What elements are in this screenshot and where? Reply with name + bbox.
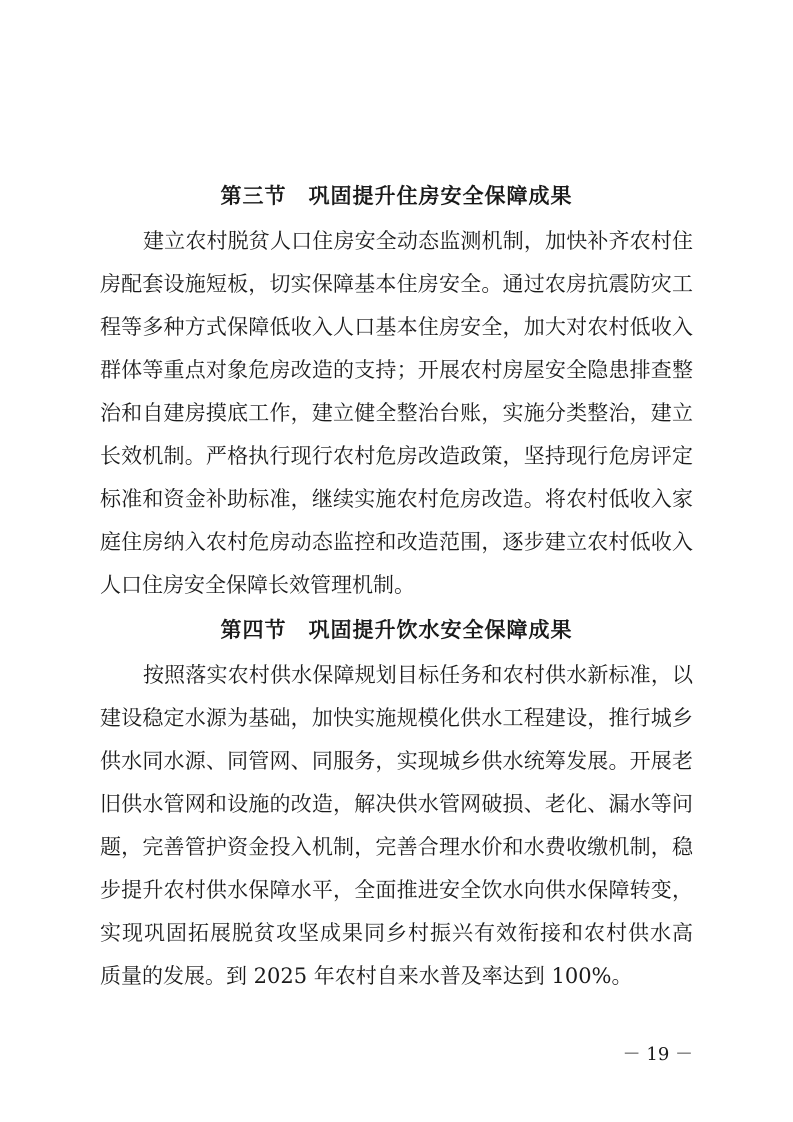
section-3-line-9: 人口住房安全保障长效管理机制。	[100, 573, 415, 597]
section-3-line-5: 治和自建房摸底工作，建立健全整治台账，实施分类整治，建立	[100, 401, 693, 425]
section-3-line-1: 建立农村脱贫人口住房安全动态监测机制，加快补齐农村住	[143, 229, 693, 253]
section-4-line-6: 步提升农村供水保障水平，全面推进安全饮水向供水保障转变，	[100, 878, 693, 902]
section-4-line-1: 按照落实农村供水保障规划目标任务和农村供水新标准，以	[143, 663, 693, 687]
section-4-line-3: 供水同水源、同管网、同服务，实现城乡供水统筹发展。开展老	[100, 749, 693, 773]
section-4-line-7: 实现巩固拓展脱贫攻坚成果同乡村振兴有效衔接和农村供水高	[100, 921, 693, 945]
section-3-line-7: 标准和资金补助标准，继续实施农村危房改造。将农村低收入家	[100, 487, 693, 511]
section-3-heading: 第三节 巩固提升住房安全保障成果	[220, 183, 573, 208]
section-4-line-2: 建设稳定水源为基础，加快实施规模化供水工程建设，推行城乡	[100, 706, 693, 730]
section-3-line-3: 程等多种方式保障低收入人口基本住房安全，加大对农村低收入	[100, 315, 693, 339]
section-3-line-2: 房配套设施短板，切实保障基本住房安全。通过农房抗震防灾工	[100, 272, 693, 296]
section-3-line-6: 长效机制。严格执行现行农村危房改造政策，坚持现行危房评定	[100, 444, 693, 468]
section-4-line-5: 题，完善管护资金投入机制，完善合理水价和水费收缴机制，稳	[100, 835, 693, 859]
section-3-line-4: 群体等重点对象危房改造的支持；开展农村房屋安全隐患排查整	[100, 358, 693, 382]
section-3-line-8: 庭住房纳入农村危房动态监控和改造范围，逐步建立农村低收入	[100, 530, 693, 554]
section-4-heading: 第四节 巩固提升饮水安全保障成果	[220, 617, 573, 642]
page-number: － 19 －	[622, 1044, 693, 1065]
section-4-line-8: 质量的发展。到 2025 年农村自来水普及率达到 100%。	[100, 964, 633, 988]
section-4-line-4: 旧供水管网和设施的改造，解决供水管网破损、老化、漏水等问	[100, 792, 693, 816]
